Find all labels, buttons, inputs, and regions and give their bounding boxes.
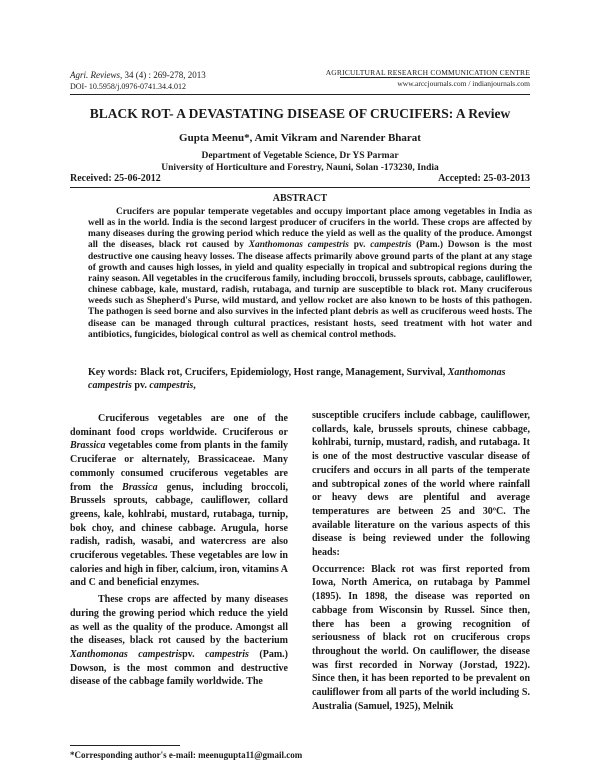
publisher-websites: www.arccjournals.com / indianjournals.com xyxy=(397,79,530,88)
body-column-right xyxy=(312,409,530,716)
keywords: Key words: Black rot, Crucifers, Epidemiology, Host range, Management, Survival, Xanthomonas campestris pv. campestris, xyxy=(88,367,506,391)
body-column-left xyxy=(70,412,288,692)
publisher-centre: AGRICULTURAL RESEARCH COMMUNICATION CENTRE xyxy=(325,68,530,77)
corresponding-author-footnote: *Corresponding author's e-mail: meenugupta11@gmail.com xyxy=(70,750,303,760)
affiliation-university: University of Horticulture and Forestry, Nauni, Solan -173230, India xyxy=(161,163,439,173)
authors: Gupta Meenu*, Amit Vikram and Narender Bharat xyxy=(179,132,421,144)
footnote-rule xyxy=(70,745,180,746)
article-title: BLACK ROT- A DEVASTATING DISEASE OF CRUCIFERS: A Review xyxy=(89,106,511,121)
paragraph-diseases: These crops are affected by many diseases during the growing period which reduce the yield as well as the quality of the produce. Amongst all the diseases, black rot caused by the bacterium Xanthomonas campestrispv. campestris (Pam.) Dowson, is the most common and destructive disease of the cabbage family worldwide. The xyxy=(70,594,288,688)
dates-rule xyxy=(70,187,530,188)
doi: DOI- 10.5958/j.0976-0741.34.4.012 xyxy=(70,82,186,91)
accepted-date: Accepted: 25-03-2013 xyxy=(438,173,530,184)
header-rule xyxy=(70,94,530,95)
abstract-heading: ABSTRACT xyxy=(272,193,328,204)
paragraph-susceptible: susceptible crucifers include cabbage, cauliflower, collards, kale, brussels sprouts, chinese cabbage, kohlrabi, turnip, mustard, radish, and rutabaga. It is one of the most destructive vascular disease of crucifers and occurs in all parts of the temperate and subtropical zones of the world where rainfall or heavy dews are plentiful and average temperatures are between 25 and 30ºC. The available literature on the various aspects of this disease is being reviewed under the following heads: xyxy=(312,410,530,559)
received-date: Received: 25-06-2012 xyxy=(70,173,161,184)
paragraph-occurrence: Occurrence: Black rot was first reported from Iowa, North America, on rutabaga by Pammel (1895). In 1898, the disease was reported on cabbage from Wisconsin by Russel. Since then, there has been a growing recognition of seriousness of black rot on cruciferous crops throughout the world. On cauliflower, the disease was first recorded in Norway (Jorstad, 1922). Since then, it has been reported to be prevalent on cauliflower from all parts of the world including S. Australia (Samuel, 1925), Melnik xyxy=(312,563,530,712)
journal-citation: Agri. Reviews, 34 (4) : 269-278, 2013 xyxy=(70,70,206,80)
abstract-text: Crucifers are popular temperate vegetables and occupy important place among vegetables in India as well as in the world. India is the second largest producer of crucifers in the world. These crops are affected by many diseases during the growing period which reduce the yield as well as the quality of the produce. Amongst all the diseases, black rot caused by Xanthomonas campestris pv. campestris (Pam.) Dowson is the most destructive one causing heavy losses. The disease affects primarily above ground parts of the plant at any stage of growth and causes high losses, in yield and quality especially in tropical and subtropical regions during the rainy season. All vegetables in the cruciferous family, including broccoli, brussels sprouts, cabbage, cauliflower, chinese cabbage, kale, mustard, radish, rutabaga, and turnip are susceptible to black rot. Many cruciferous weeds such as Shepherd's Purse, wild mustard, and yellow rocket are also known to be hosts of this pathogen. The pathogen is seed borne and also survives in the infected plant debris as well as cruciferous weed hosts. The disease can be managed through cultural practices, resistant hosts, seed treatment with hot water and antibiotics, fungicides, biological control as well as chemical control methods. xyxy=(88,207,532,340)
affiliation-department: Department of Vegetable Science, Dr YS Parmar xyxy=(201,151,399,161)
header-rule-right xyxy=(340,77,530,78)
paragraph-intro: Cruciferous vegetables are one of the dominant food crops worldwide. Cruciferous or Brassica vegetables come from plants in the family Cruciferae or alternately, Brassicaceae. Many commonly consumed cruciferous vegetables are from the Brassica genus, including broccoli, Brussels sprouts, cabbage, cauliflower, collard greens, kale, kohlrabi, mustard, rutabaga, turnip, bok choy, and chinese cabbage. Arugula, horse radish, radish, wasabi, and watercress are also cruciferous vegetables. These vegetables are low in calories and high in fiber, calcium, iron, vitamins A and C and beneficial enzymes. xyxy=(70,413,288,589)
